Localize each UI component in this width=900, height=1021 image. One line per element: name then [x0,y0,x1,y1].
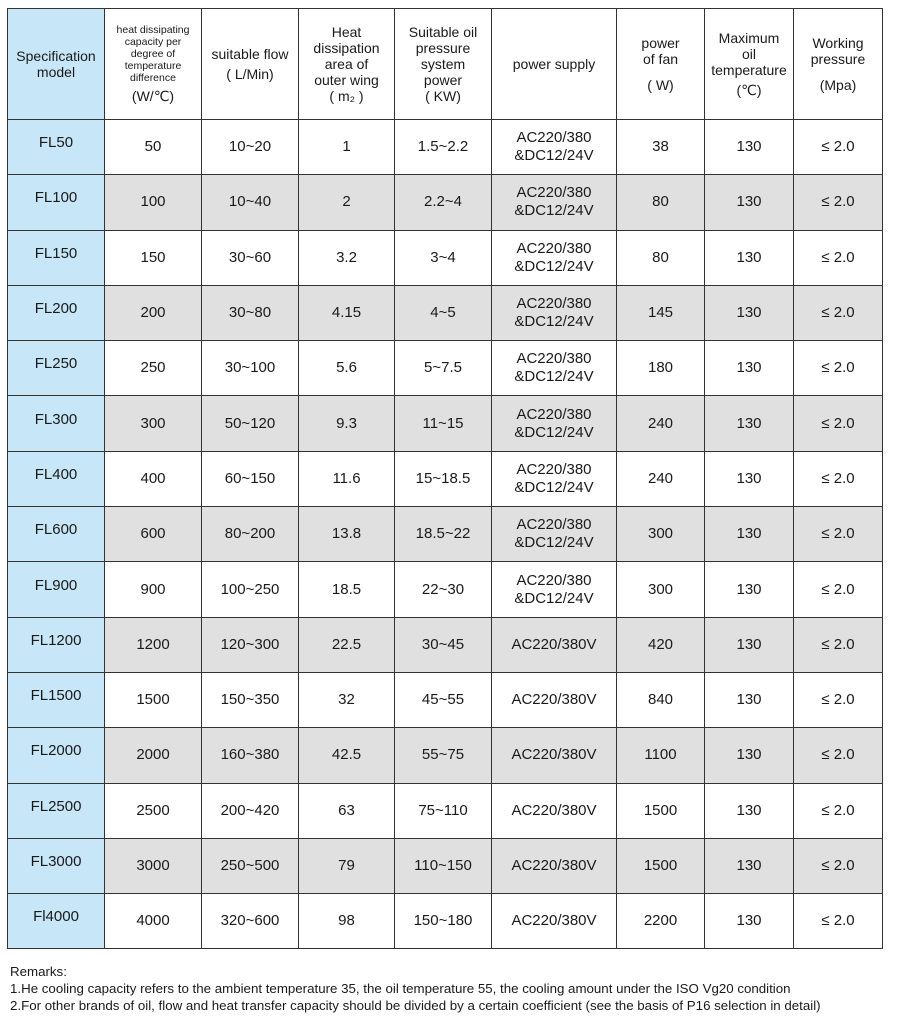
header-power-of-fan: power of fan ( W) [617,9,705,120]
header-suitable-flow: suitable flow ( L/Min) [202,9,299,120]
power-supply-cell: AC220/380 &DC12/24V [492,396,617,451]
remarks-section [10,963,898,1014]
remarks-title: Remarks: [10,964,67,979]
pressure-cell: ≤ 2.0 [794,728,883,783]
max-temp-cell: 130 [705,230,794,285]
table-row [8,838,883,893]
area-cell: 79 [299,838,395,893]
power-supply-cell: AC220/380V [492,894,617,949]
model-cell: FL250 [8,341,105,396]
model-cell: FL600 [8,507,105,562]
fan-power-cell: 2200 [617,894,705,949]
capacity-cell: 2000 [105,728,202,783]
max-temp-cell: 130 [705,341,794,396]
flow-cell: 200~420 [202,783,299,838]
capacity-cell: 900 [105,562,202,617]
pressure-cell: ≤ 2.0 [794,120,883,175]
capacity-cell: 200 [105,285,202,340]
flow-cell: 60~150 [202,451,299,506]
power-cell: 150~180 [395,894,492,949]
table-row [8,562,883,617]
model-cell: FL50 [8,120,105,175]
max-temp-cell: 130 [705,175,794,230]
area-cell: 1 [299,120,395,175]
power-supply-cell: AC220/380V [492,728,617,783]
flow-cell: 250~500 [202,838,299,893]
capacity-cell: 1200 [105,617,202,672]
fan-power-cell: 1100 [617,728,705,783]
power-cell: 5~7.5 [395,341,492,396]
max-temp-cell: 130 [705,728,794,783]
power-cell: 15~18.5 [395,451,492,506]
flow-cell: 10~40 [202,175,299,230]
remark-line-2: 2.For other brands of oil, flow and heat transfer capacity should be divided by a certain coefficient (see the basis of P16 selection in detail) [10,998,821,1013]
fan-power-cell: 840 [617,672,705,727]
model-cell: FL200 [8,285,105,340]
pressure-cell: ≤ 2.0 [794,894,883,949]
power-supply-cell: AC220/380 &DC12/24V [492,285,617,340]
model-cell: FL2000 [8,728,105,783]
flow-cell: 160~380 [202,728,299,783]
power-supply-cell: AC220/380V [492,672,617,727]
table-row [8,894,883,949]
capacity-cell: 50 [105,120,202,175]
power-cell: 45~55 [395,672,492,727]
model-cell: FL400 [8,451,105,506]
header-specification-model: Specification model [8,9,105,120]
power-supply-cell: AC220/380 &DC12/24V [492,341,617,396]
power-supply-cell: AC220/380 &DC12/24V [492,451,617,506]
capacity-cell: 1500 [105,672,202,727]
table-row [8,617,883,672]
capacity-cell: 2500 [105,783,202,838]
power-cell: 1.5~2.2 [395,120,492,175]
capacity-cell: 4000 [105,894,202,949]
area-cell: 32 [299,672,395,727]
pressure-cell: ≤ 2.0 [794,396,883,451]
capacity-cell: 300 [105,396,202,451]
power-cell: 2.2~4 [395,175,492,230]
flow-cell: 30~60 [202,230,299,285]
fan-power-cell: 145 [617,285,705,340]
power-cell: 55~75 [395,728,492,783]
model-cell: Fl4000 [8,894,105,949]
model-cell: FL100 [8,175,105,230]
pressure-cell: ≤ 2.0 [794,672,883,727]
max-temp-cell: 130 [705,894,794,949]
capacity-cell: 100 [105,175,202,230]
power-cell: 22~30 [395,562,492,617]
table-row [8,783,883,838]
power-supply-cell: AC220/380V [492,617,617,672]
fan-power-cell: 240 [617,451,705,506]
fan-power-cell: 420 [617,617,705,672]
capacity-cell: 400 [105,451,202,506]
table-row [8,728,883,783]
max-temp-cell: 130 [705,617,794,672]
power-supply-cell: AC220/380 &DC12/24V [492,562,617,617]
power-supply-cell: AC220/380 &DC12/24V [492,120,617,175]
model-cell: FL150 [8,230,105,285]
max-temp-cell: 130 [705,285,794,340]
header-row [8,9,883,120]
table-row [8,120,883,175]
area-cell: 11.6 [299,451,395,506]
fan-power-cell: 1500 [617,783,705,838]
area-cell: 18.5 [299,562,395,617]
flow-cell: 80~200 [202,507,299,562]
fan-power-cell: 240 [617,396,705,451]
model-cell: FL2500 [8,783,105,838]
flow-cell: 30~80 [202,285,299,340]
area-cell: 42.5 [299,728,395,783]
area-cell: 9.3 [299,396,395,451]
power-cell: 18.5~22 [395,507,492,562]
pressure-cell: ≤ 2.0 [794,175,883,230]
power-supply-cell: AC220/380 &DC12/24V [492,175,617,230]
model-cell: FL1500 [8,672,105,727]
pressure-cell: ≤ 2.0 [794,341,883,396]
power-supply-cell: AC220/380 &DC12/24V [492,230,617,285]
fan-power-cell: 80 [617,175,705,230]
max-temp-cell: 130 [705,562,794,617]
table-row [8,230,883,285]
table-row [8,396,883,451]
power-supply-cell: AC220/380V [492,838,617,893]
flow-cell: 50~120 [202,396,299,451]
flow-cell: 150~350 [202,672,299,727]
area-cell: 22.5 [299,617,395,672]
power-cell: 3~4 [395,230,492,285]
power-cell: 110~150 [395,838,492,893]
area-cell: 3.2 [299,230,395,285]
max-temp-cell: 130 [705,507,794,562]
max-temp-cell: 130 [705,120,794,175]
model-cell: FL300 [8,396,105,451]
model-cell: FL900 [8,562,105,617]
max-temp-cell: 130 [705,783,794,838]
pressure-cell: ≤ 2.0 [794,617,883,672]
table-row [8,451,883,506]
area-cell: 2 [299,175,395,230]
header-working-pressure: Working pressure (Mpa) [794,9,883,120]
table-row [8,341,883,396]
header-heat-dissipating-capacity: heat dissipating capacity per degree of temperature difference (W/℃) [105,9,202,120]
pressure-cell: ≤ 2.0 [794,838,883,893]
header-oil-pressure-system-power: Suitable oil pressure system power ( KW) [395,9,492,120]
power-cell: 75~110 [395,783,492,838]
specification-table [7,8,883,949]
power-cell: 4~5 [395,285,492,340]
capacity-cell: 3000 [105,838,202,893]
table-row [8,672,883,727]
header-heat-dissipation-area: Heat dissipation area of outer wing ( m₂ ) [299,9,395,120]
fan-power-cell: 1500 [617,838,705,893]
pressure-cell: ≤ 2.0 [794,507,883,562]
model-cell: FL3000 [8,838,105,893]
capacity-cell: 600 [105,507,202,562]
model-cell: FL1200 [8,617,105,672]
max-temp-cell: 130 [705,838,794,893]
max-temp-cell: 130 [705,396,794,451]
fan-power-cell: 300 [617,507,705,562]
fan-power-cell: 38 [617,120,705,175]
flow-cell: 320~600 [202,894,299,949]
flow-cell: 10~20 [202,120,299,175]
capacity-cell: 250 [105,341,202,396]
max-temp-cell: 130 [705,672,794,727]
pressure-cell: ≤ 2.0 [794,451,883,506]
fan-power-cell: 180 [617,341,705,396]
area-cell: 63 [299,783,395,838]
pressure-cell: ≤ 2.0 [794,285,883,340]
table-row [8,507,883,562]
power-cell: 30~45 [395,617,492,672]
fan-power-cell: 80 [617,230,705,285]
table-row [8,285,883,340]
flow-cell: 120~300 [202,617,299,672]
capacity-cell: 150 [105,230,202,285]
header-power-supply: power supply [492,9,617,120]
max-temp-cell: 130 [705,451,794,506]
remark-line-1: 1.He cooling capacity refers to the ambient temperature 35, the oil temperature 55, the cooling amount under the ISO Vg20 condition [10,981,791,996]
pressure-cell: ≤ 2.0 [794,562,883,617]
pressure-cell: ≤ 2.0 [794,783,883,838]
fan-power-cell: 300 [617,562,705,617]
area-cell: 98 [299,894,395,949]
flow-cell: 30~100 [202,341,299,396]
power-supply-cell: AC220/380 &DC12/24V [492,507,617,562]
area-cell: 5.6 [299,341,395,396]
flow-cell: 100~250 [202,562,299,617]
area-cell: 13.8 [299,507,395,562]
pressure-cell: ≤ 2.0 [794,230,883,285]
power-cell: 11~15 [395,396,492,451]
area-cell: 4.15 [299,285,395,340]
power-supply-cell: AC220/380V [492,783,617,838]
table-row [8,175,883,230]
header-maximum-oil-temperature: Maximum oil temperature (℃) [705,9,794,120]
